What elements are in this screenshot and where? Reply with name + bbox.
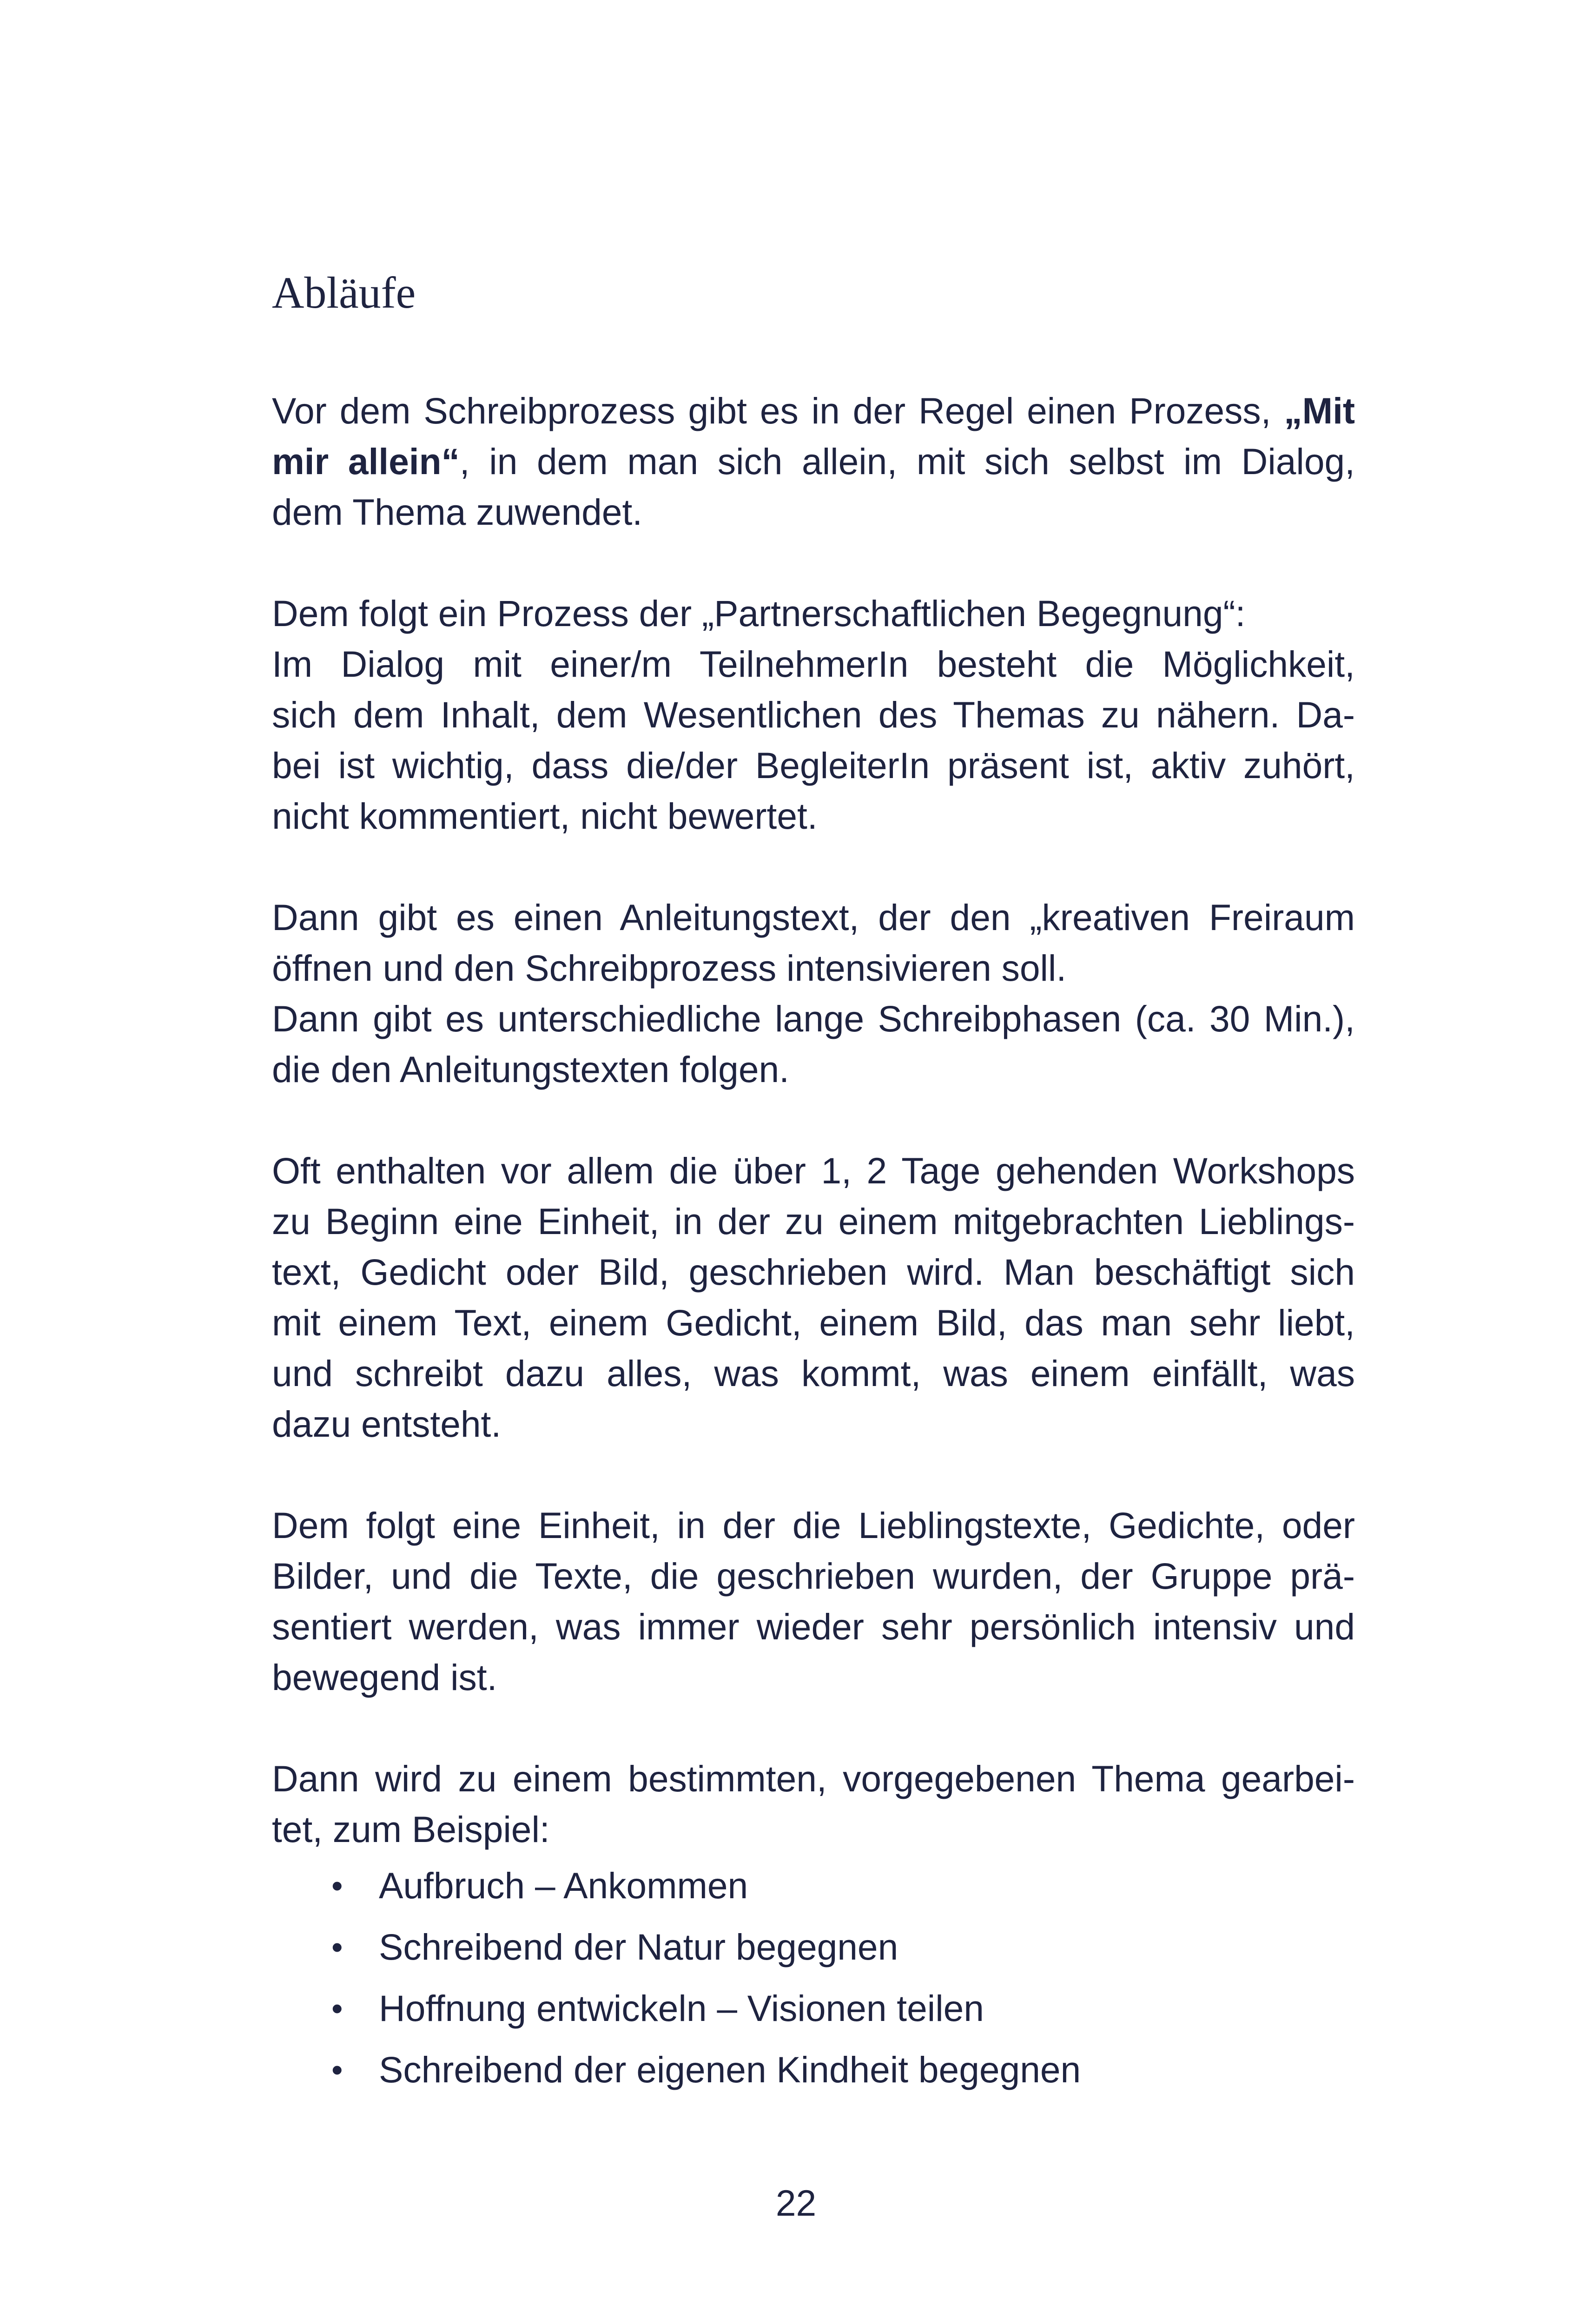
paragraph-6 — [272, 1754, 1355, 1855]
text-line: bewegend ist. — [272, 1657, 497, 1698]
theme-list — [272, 1855, 1355, 2100]
bullet-icon: • — [331, 1868, 343, 1904]
bold-quote-close: mir allein“ — [272, 441, 460, 482]
text-line: Dann gibt es einen Anleitungstext, der den „kreativen Freiraum — [272, 897, 1355, 938]
text-line: Oft enthalten vor allem die über 1, 2 Tage gehenden Workshops — [272, 1150, 1355, 1191]
paragraph-5 — [272, 1500, 1355, 1703]
text-line: Dem folgt ein Prozess der „Partnerschaftlichen Begegnung“: — [272, 593, 1246, 634]
text-line: tet, zum Beispiel: — [272, 1809, 550, 1850]
text-line: Im Dialog mit einer/m TeilnehmerIn besteht die Möglichkeit, — [272, 644, 1355, 685]
text-line: die den Anleitungstexten folgen. — [272, 1049, 789, 1090]
text-line: text, Gedicht oder Bild, geschrieben wird. Man beschäftigt sich — [272, 1252, 1355, 1293]
text-line: Bilder, und die Texte, die geschrieben wurden, der Gruppe prä- — [272, 1556, 1355, 1597]
text-line: Dann gibt es unterschiedliche lange Schreibphasen (ca. 30 Min.), — [272, 998, 1355, 1039]
list-item — [272, 1855, 1355, 1916]
text-line: zu Beginn eine Einheit, in der zu einem mitgebrachten Lieblings- — [272, 1201, 1355, 1242]
page-heading: Abläufe — [272, 268, 416, 317]
list-item-label: Hoffnung entwickeln – Visionen teilen — [379, 1988, 984, 2029]
paragraph-4 — [272, 1146, 1355, 1450]
text-line: sentiert werden, was immer wieder sehr persönlich intensiv und — [272, 1606, 1355, 1647]
bold-quote-open: „Mit — [1284, 390, 1355, 431]
list-item-label: Schreibend der eigenen Kindheit begegnen — [379, 2049, 1081, 2090]
paragraph-3 — [272, 892, 1355, 1095]
text-line: öffnen und den Schreibprozess intensivieren soll. — [272, 948, 1067, 989]
text-line: Dem folgt eine Einheit, in der die Lieblingstexte, Gedichte, oder — [272, 1505, 1355, 1546]
text-line: mit einem Text, einem Gedicht, einem Bild, das man sehr liebt, — [272, 1302, 1355, 1343]
page-number: 22 — [775, 2183, 817, 2224]
list-item — [272, 2039, 1355, 2100]
text-line: sich dem Inhalt, dem Wesentlichen des Themas zu nähern. Da- — [272, 694, 1355, 735]
text-line: dem Thema zuwendet. — [272, 492, 643, 533]
text-line: bei ist wichtig, dass die/der BegleiterIn präsent ist, aktiv zuhört, — [272, 745, 1355, 786]
text-span: Vor dem Schreibprozess gibt es in der Regel einen Prozess, — [272, 390, 1271, 431]
paragraph-1 — [272, 386, 1355, 538]
bullet-icon: • — [331, 2052, 343, 2088]
text-line — [272, 436, 1355, 487]
list-item-label: Schreibend der Natur begegnen — [379, 1927, 898, 1967]
text-line: dazu entsteht. — [272, 1404, 502, 1445]
text-line — [272, 386, 1355, 436]
list-item — [272, 1978, 1355, 2039]
text-line: und schreibt dazu alles, was kommt, was einem einfällt, was — [272, 1353, 1355, 1394]
list-item — [272, 1916, 1355, 1978]
bullet-icon: • — [331, 1929, 343, 1965]
body-text — [272, 386, 1355, 2100]
paragraph-2 — [272, 588, 1355, 842]
text-line: nicht kommentiert, nicht bewertet. — [272, 796, 818, 837]
list-item-label: Aufbruch – Ankommen — [379, 1865, 748, 1906]
bullet-icon: • — [331, 1990, 343, 2027]
text-span: , in dem man sich allein, mit sich selbst im Dialog, — [459, 441, 1355, 482]
text-line: Dann wird zu einem bestimmten, vorgegebenen Thema gearbei- — [272, 1758, 1355, 1799]
